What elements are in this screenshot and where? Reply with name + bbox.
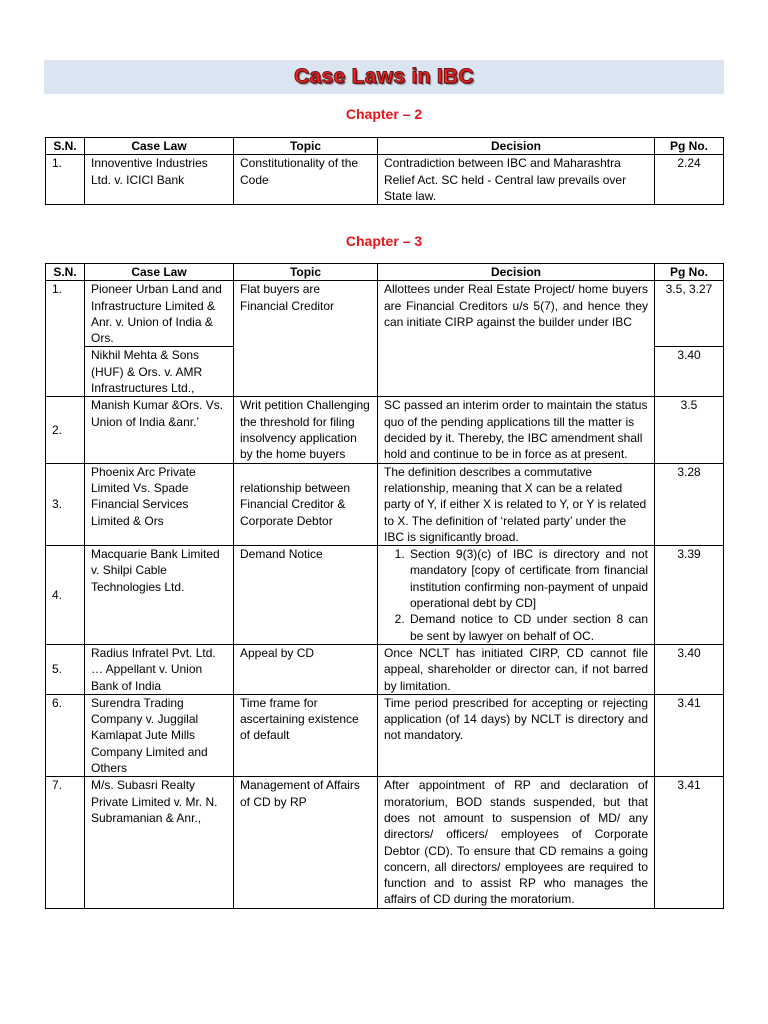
cell-sn: 5. [46,644,85,694]
cell-sn: 1. [46,281,85,397]
table-row [46,463,724,545]
cell-topic: Writ petition Challenging the threshold for filing insolvency application by the home buyers [234,397,378,463]
table-row [46,281,724,347]
decision-list-item: 2. Demand notice to CD under section 8 can be sent by lawyer on behalf of OC. [408,611,648,644]
cell-pg: 3.41 [655,777,724,908]
cell-sn: 3. [46,463,85,545]
cell-topic: Appeal by CD [234,644,378,694]
cell-topic: Time frame for ascertaining existence of default [234,694,378,776]
cell-sn: 7. [46,777,85,908]
cell-decision: The definition describes a commutative relationship, meaning that X can be a related party of Y, if either X is related to Y, or Y is related to X. The definition of ‘related party’ under the IBC is significantly broad. [378,463,655,545]
cell-case-law: Radius Infratel Pvt. Ltd. … Appellant v. Union Bank of India [85,644,234,694]
cell-pg: 3.28 [655,463,724,545]
table-header-row [46,264,724,281]
decision-list [384,546,648,644]
cell-case-law: Manish Kumar &Ors. Vs. Union of India &anr.’ [85,397,234,463]
cell-decision: After appointment of RP and declaration of moratorium, BOD stands suspended, but that does not amount to suspension of MD/ any directors/ officers/ employees of Corporate Debtor (CD). To ensure that CD remains a going concern, all directors/ employees are required to function and to assist RP who manages the affairs of CD during the moratorium. [378,777,655,908]
cell-pg: 3.5, 3.27 [655,281,724,347]
cell-topic: Management of Affairs of CD by RP [234,777,378,908]
cell-pg: 3.5 [655,397,724,463]
chapter-3-table [45,263,724,909]
header-pg: Pg No. [655,264,724,281]
cell-topic: Flat buyers are Financial Creditor [234,281,378,397]
cell-case-law: Surendra Trading Company v. Juggilal Kamlapat Jute Mills Company Limited and Others [85,694,234,776]
header-decision: Decision [378,264,655,281]
table-row [46,694,724,776]
title-band [44,60,724,94]
cell-sn: 6. [46,694,85,776]
cell-case-law: M/s. Subasri Realty Private Limited v. Mr. N. Subramanian & Anr., [85,777,234,908]
cell-case-law: Phoenix Arc Private Limited Vs. Spade Financial Services Limited & Ors [85,463,234,545]
cell-pg: 3.40 [655,644,724,694]
page-title: Case Laws in IBC [294,65,474,88]
cell-topic: Constitutionality of the Code [234,155,378,205]
cell-case-law: Nikhil Mehta & Sons (HUF) & Ors. v. AMR Infrastructures Ltd., [85,347,234,397]
cell-pg: 3.39 [655,546,724,645]
cell-decision: SC passed an interim order to maintain the status quo of the pending applications till the matter is decided by it. Thereby, the IBC amendment shall hold and continue to be in force as at present. [378,397,655,463]
table-header-row [46,138,724,155]
cell-decision [378,546,655,645]
header-topic: Topic [234,138,378,155]
table-row [46,397,724,463]
header-pg: Pg No. [655,138,724,155]
chapter-3-heading: Chapter – 3 [345,233,423,249]
header-sn: S.N. [46,264,85,281]
header-case-law: Case Law [85,138,234,155]
cell-sn: 2. [46,397,85,463]
header-topic: Topic [234,264,378,281]
cell-decision: Contradiction between IBC and Maharashtra Relief Act. SC held - Central law prevails over State law. [378,155,655,205]
table-row [46,155,724,205]
cell-case-law: Pioneer Urban Land and Infrastructure Limited & Anr. v. Union of India & Ors. [85,281,234,347]
cell-decision: Allottees under Real Estate Project/ home buyers are Financial Creditors u/s 5(7), and hence they can initiate CIRP against the builder under IBC [378,281,655,397]
cell-decision: Once NCLT has initiated CIRP, CD cannot file appeal, shareholder or director can, if not barred by limitation. [378,644,655,694]
cell-pg: 3.41 [655,694,724,776]
cell-pg: 3.40 [655,347,724,397]
cell-sn: 1. [46,155,85,205]
header-decision: Decision [378,138,655,155]
cell-pg: 2.24 [655,155,724,205]
cell-topic: relationship between Financial Creditor & Corporate Debtor [234,463,378,545]
cell-case-law: Innoventive Industries Ltd. v. ICICI Bank [85,155,234,205]
cell-case-law: Macquarie Bank Limited v. Shilpi Cable Technologies Ltd. [85,546,234,645]
table-row [46,777,724,908]
cell-topic: Demand Notice [234,546,378,645]
chapter-2-table [45,137,724,205]
cell-decision: Time period prescribed for accepting or rejecting application (of 14 days) by NCLT is directory and not mandatory. [378,694,655,776]
chapter-2-heading: Chapter – 2 [345,106,423,122]
cell-sn: 4. [46,546,85,645]
decision-list-item: 1. Section 9(3)(c) of IBC is directory and not mandatory [copy of certificate from financial institution confirming non-payment of unpaid operational debt by CD] [408,546,648,611]
header-sn: S.N. [46,138,85,155]
table-row [46,644,724,694]
table-row [46,546,724,645]
header-case-law: Case Law [85,264,234,281]
